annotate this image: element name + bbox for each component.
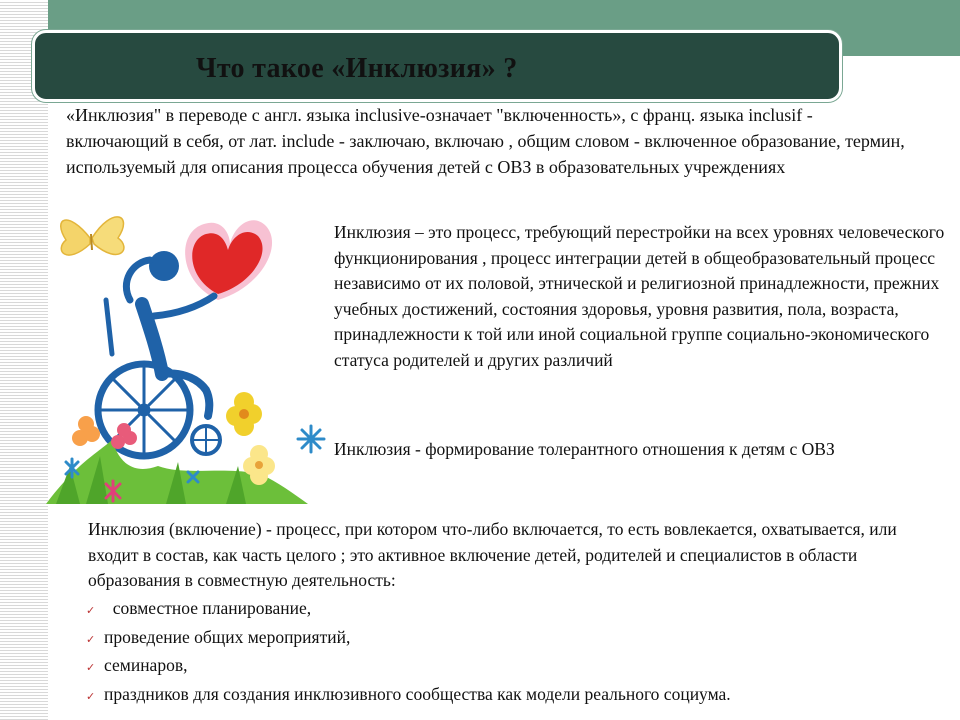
butterfly-icon (61, 217, 124, 255)
check-icon: ✓ (86, 690, 96, 703)
heart-icon (185, 220, 272, 300)
definition-tolerance: Инклюзия - формирование толерантного отношения к детям с ОВЗ (334, 439, 835, 459)
inclusion-illustration (46, 204, 328, 514)
page-title: Что такое «Инклюзия» ? (196, 53, 518, 84)
list-item (86, 682, 926, 711)
check-icon: ✓ (86, 633, 96, 646)
definition-inclusion: Инклюзия (включение) - процесс, при котором что-либо включается, то есть вовлекается, охватывается, или входит в состав, как часть целого ; это активное включение детей, родителей и специалистов в области образования в совместную деятельность: (88, 519, 897, 591)
definition-process: Инклюзия – это процесс, требующий перестройки на всех уровнях человеческого функционирования , процесс интеграции детей в общеобразовательный процесс независимо от их половой, этнической и религиозной принадлежности, прежних учебных достижений, состояния здоровья, уровня развития, пола, возраста, принадлежности к той или иной социальной группе социально-экономического статуса родителей и других различий (334, 222, 945, 370)
intro-paragraph: «Инклюзия" в переводе с англ. языка inclusive-означает "включенность», с франц. языка inclusif - включающий в себя, от лат. include - заключаю, включаю , общим словом - включенное образование, термин, используемый для описания процесса обучения детей с ОВЗ в образовательных учреждениях (66, 105, 905, 177)
activities-list (86, 596, 926, 710)
list-item-text: проведение общих мероприятий, (104, 626, 351, 647)
check-icon: ✓ (86, 605, 96, 617)
left-hatch-strip (0, 0, 48, 720)
list-item (86, 653, 926, 682)
list-item-text: совместное планирование, (104, 598, 312, 618)
list-item-text: семинаров, (104, 655, 188, 676)
check-icon: ✓ (86, 662, 96, 675)
list-item (86, 596, 926, 625)
list-item (86, 625, 926, 654)
list-item-text: праздников для создания инклюзивного сообщества как модели реального социума. (104, 683, 731, 704)
